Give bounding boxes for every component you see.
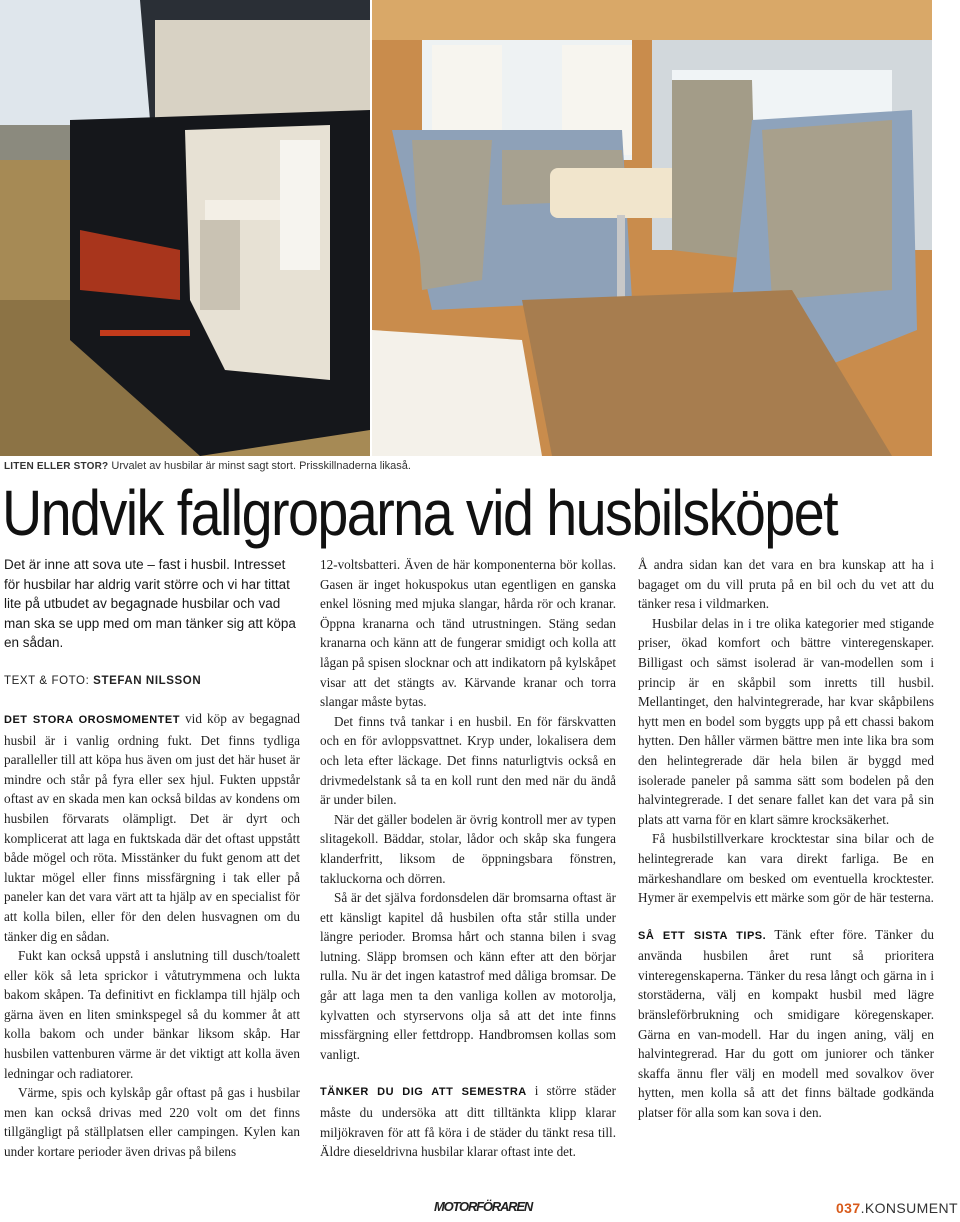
column-1	[4, 555, 300, 1162]
paragraph: Få husbilstillverkare krocktestar sina bilar och de helintegrerade kan vara direkt farliga. Be en märkeshandlare om besked om eventuella krocktester. Hymer är exempelvis ett märke som gör de här testerna.	[638, 831, 934, 906]
caption-lead: LITEN ELLER STOR?	[4, 461, 109, 472]
photo-camper-interior	[372, 0, 932, 456]
page-number: 037	[836, 1200, 861, 1216]
paragraph: Husbilar delas in i tre olika kategorier med stigande priser, ökad komfort och bättre vinteregenskaper. Billigast och sämst isolerad är van-modellen som i princip är en skåpbil som inretts till husbil. Mellantinget, den halvintegrerade, har kvar skåpbilens hytt men en bodel som byggts upp på ett chassi bakom hytten. Den håller värmen bättre men inte lika bra som den helintegrerade där hela bilen är byggd med isolerade paneler på samma sätt som bodelen på den halvintegrerade. I det senare fallet kan det vara på sin plats att varna för en klart sämre krocksäkerhet.	[638, 615, 934, 827]
byline	[4, 675, 300, 687]
paragraph-lead: DET STORA OROSMOMENTET	[4, 713, 180, 726]
byline-label: TEXT & FOTO:	[4, 674, 90, 687]
photo-caption	[4, 460, 411, 472]
byline-name: STEFAN NILSSON	[93, 674, 202, 687]
paragraph: Det finns två tankar i en husbil. En för färskvatten och en för avloppsvattnet. Kryp under, lokalisera dem och leta efter läckage. Det finns naturligtvis också en drivmedelstank så ta en koll runt den med när du ändå är under bilen.	[320, 713, 616, 808]
paragraph: Å andra sidan kan det vara en bra kunskap att ha i bagaget om du vill pruta på en bil och du vet att du tänker resa i vildmarken.	[638, 557, 934, 612]
column-2	[320, 555, 616, 1162]
paragraph-text: Tänk efter före. Tänker du använda husbilen året runt så prioritera vinteregenskaperna. Tänker du resa långt och gärna in i storstäderna, välj en kompakt husbil med lägre bränsleförbrukning och smidigare köregenskaper. Gärna en van-modell. Har du ingen aning, välj en halvintegrerad. Har du gott om juniorer och tänker skaffa ännu fler välj en modell med sovalkov över hytten, men kolla så att det finns bältade godkända platser för alla som kan sova i den.	[638, 926, 934, 1121]
paragraph: När det gäller bodelen är övrig kontroll mer av typen slitagekoll. Bäddar, stolar, lådor och skåp ska fungera klanderfritt, liksom de öppningsbara fönstren, takluckorna och dörren.	[320, 811, 616, 886]
paragraph: Så är det själva fordonsdelen där bromsarna oftast är ett känsligt kapitel då husbilen ofta står stilla under längre perioder. Bromsa hårt och stanna bilen i svag lutning. Släpp bromsen och känn efter att den börjar rulla. Nu är det ingen katastrof med dåliga bromsar. De går att laga men ta den vanliga kollen av motorolja, kylvatten och styrservons olja så att det inte finns missfärgning eller fettdropp. Handbromsen kollas som vanligt.	[320, 890, 616, 1062]
paragraph-lead: TÄNKER DU DIG ATT SEMESTRA	[320, 1086, 527, 1099]
paragraph-text: i större städer måste du undersöka att ditt tilltänkta klipp klarar miljökraven för att få köra i de städer du tänkt resa till. Äldre dieseldrivna husbilar klarar oftast inte det.	[320, 1083, 616, 1160]
page-footer	[836, 1200, 958, 1216]
paragraph-lead: SÅ ETT SISTA TIPS.	[638, 929, 767, 942]
headline: Undvik fallgroparna vid husbilsköpet	[2, 477, 837, 549]
caption-text: Urvalet av husbilar är minst sagt stort. Prisskillnaderna likaså.	[111, 460, 411, 472]
paragraph-text: vid köp av begagnad husbil är i vanlig ordning fukt. Det finns tydliga paralleller till att köpa hus även om just det här huset är mindre och står på fyra eller sex hjul. Fukten uppstår oftast av en skada men kan också bildas av kondens om husbilen förvarats olämpligt. Det är dyrt och komplicerat att laga en fuktskada där det oftast uppstått både mögel och röta. Misstänker du fukt genom att det luktar mögel eller finns missfärgning i tak eller på paneler kan det vara värt att ta hjälp av en specialist för att kolla bilen, eller för den delen husvagnen om du tänker dig en sådan.	[4, 710, 301, 944]
paragraph	[320, 1081, 616, 1161]
paragraph	[4, 709, 300, 946]
column-3	[638, 555, 934, 1123]
paragraph: Fukt kan också uppstå i anslutning till dusch/toalett eller kök så leta sprickor i våtutrymmena och lukta bakom skåpen. Ta definitivt en ficklampa till hjälp och gärna även en liten sminkspegel så du kommer åt att kolla bakom och under bänkar liksom skåp. Har husbilen vattenburen värme är det viktigt att kolla även ledningar och radiatorer.	[4, 948, 300, 1081]
body-text	[320, 555, 616, 1162]
paragraph	[638, 925, 934, 1123]
photo-camper-van-exterior	[0, 0, 370, 456]
ingress: Det är inne att sova ute – fast i husbil. Intresset för husbilar har aldrig varit större och vi har tittat lite på utbudet av begagnade husbilar och vad man ska se upp med om man tänker sig att köpa en sådan.	[4, 557, 296, 651]
section-name: .KONSUMENT	[860, 1200, 958, 1216]
paragraph: 12-voltsbatteri. Även de här komponenterna bör kollas. Gasen är inget hokuspokus utan egentligen en ganska enkel lösning med mjuka slangar, hårda rör och kranar. Öppna kranarna och tänd utrustningen. Stäng sedan kranarna och känn att de fungerar smidigt och kolla att lågan på spisen slocknar och att indikatorn på kylskåpet visar att det stängts av. Kärvande kranar och torra slangar måste bytas.	[320, 557, 616, 710]
magazine-logo: MOTORFÖRAREN	[434, 1199, 533, 1214]
paragraph: Värme, spis och kylskåp går oftast på gas i husbilar men kan också drivas med 220 volt om det finns tillgängligt på ställplatsen eller campingen. Kylen kan under kortare perioder även drivas på bilens	[4, 1085, 300, 1160]
body-text	[4, 709, 300, 1162]
body-text	[638, 555, 934, 1123]
